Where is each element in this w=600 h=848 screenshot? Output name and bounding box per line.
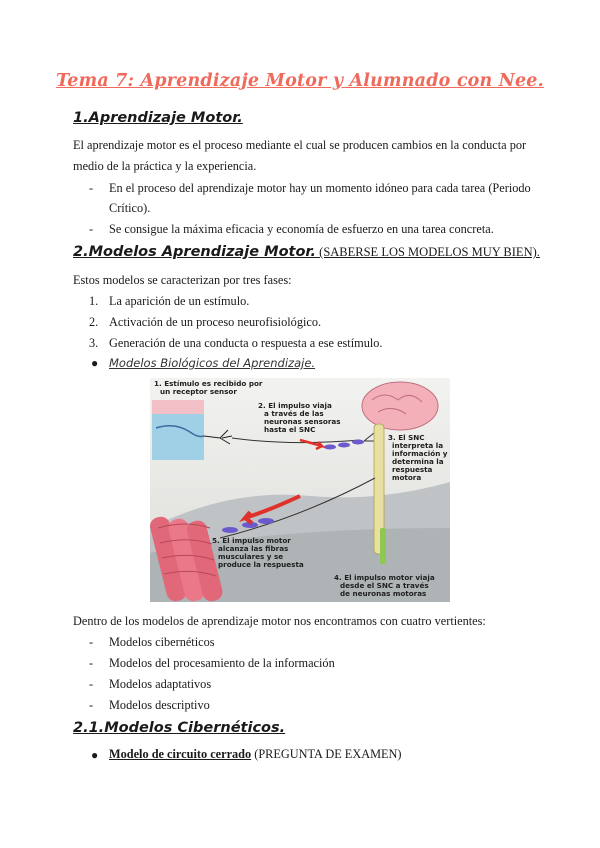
- list-item-text: Modelos cibernéticos: [109, 635, 215, 649]
- figure-label-5b: alcanza las fibras: [218, 544, 289, 553]
- list-number: 1.: [89, 294, 99, 308]
- list-number: 2.: [89, 315, 99, 329]
- section-2-intro: Estos modelos se caracterizan por tres fases:: [73, 273, 292, 287]
- list-item-text: La aparición de un estímulo.: [109, 294, 250, 308]
- section-2-heading: [73, 244, 540, 260]
- figure-label-3e: respuesta: [392, 465, 433, 474]
- section-2-heading-note: (SABERSE LOS MODELOS MUY BIEN).: [316, 245, 540, 259]
- figure-label-5d: produce la respuesta: [218, 560, 304, 569]
- dash-marker: -: [89, 677, 94, 691]
- exam-question-note: (PREGUNTA DE EXAMEN): [251, 747, 402, 761]
- figure-label-3d: determina la: [392, 457, 444, 466]
- list-item-text: Modelos descriptivo: [109, 698, 210, 712]
- brain: [362, 382, 438, 430]
- figure-label-1a: 1. Estímulo es recibido por: [154, 379, 263, 388]
- section-2-heading-text: 2.Modelos Aprendizaje Motor.: [73, 244, 317, 260]
- closed-loop-model-item: [109, 747, 402, 762]
- dash-marker: -: [89, 656, 94, 670]
- figure-label-2b: a través de las: [264, 409, 324, 418]
- dash-marker: -: [89, 222, 94, 236]
- section-1-paragraph-line-2: medio de la práctica y la experiencia.: [73, 159, 257, 173]
- figure-label-1b: un receptor sensor: [160, 387, 237, 396]
- bullet-dot-icon: ●: [91, 356, 99, 370]
- figure-label-5a: 5. El impulso motor: [212, 536, 291, 545]
- bullet-dot-icon: ●: [91, 748, 99, 762]
- after-figure-paragraph: Dentro de los modelos de aprendizaje motor nos encontramos con cuatro vertientes:: [73, 614, 486, 628]
- dash-marker: -: [89, 698, 94, 712]
- list-item-text: Crítico).: [109, 201, 151, 215]
- section-2-1-heading: 2.1.Modelos Cibernéticos.: [73, 720, 286, 736]
- nervous-system-diagram: [150, 378, 450, 602]
- figure-label-4c: de neuronas motoras: [340, 589, 427, 598]
- figure-label-3b: interpreta la: [392, 441, 444, 450]
- section-1-heading: 1.Aprendizaje Motor.: [73, 110, 243, 126]
- figure-label-2c: neuronas sensoras: [264, 417, 341, 426]
- list-number: 3.: [89, 336, 99, 350]
- list-item-text: Modelos del procesamiento de la información: [109, 656, 335, 670]
- list-item-text: Modelos adaptativos: [109, 677, 212, 691]
- list-item-text: En el proceso del aprendizaje motor hay un momento idóneo para cada tarea (Periodo: [109, 181, 531, 195]
- figure-label-2d: hasta el SNC: [264, 425, 316, 434]
- biological-models-link[interactable]: Modelos Biológicos del Aprendizaje.: [109, 356, 316, 370]
- section-1-paragraph-line-1: El aprendizaje motor es el proceso mediante el cual se producen cambios en la conducta por: [73, 138, 527, 152]
- dash-marker: -: [89, 181, 94, 195]
- list-item-text: Activación de un proceso neurofisiológico.: [109, 315, 322, 329]
- document-title: Tema 7: Aprendizaje Motor y Alumnado con Nee.: [56, 71, 544, 91]
- dash-marker: -: [89, 635, 94, 649]
- figure-label-4a: 4. El impulso motor viaja: [334, 573, 435, 582]
- list-item-text: Se consigue la máxima eficacia y economía de esfuerzo en una tarea concreta.: [109, 222, 494, 236]
- closed-loop-model-label: Modelo de circuito cerrado: [109, 747, 252, 761]
- motor-neuron-segment: [380, 528, 386, 564]
- figure-label-2a: 2. El impulso viaja: [258, 401, 332, 410]
- figure-label-4b: desde el SNC a través: [340, 581, 429, 590]
- figure-label-5c: musculares y se: [218, 552, 284, 561]
- figure-label-3c: información y: [392, 449, 448, 458]
- skin-layer: [152, 400, 204, 414]
- list-item-text: Generación de una conducta o respuesta a ese estímulo.: [109, 336, 383, 350]
- figure-label-3a: 3. El SNC: [388, 433, 425, 442]
- figure-label-3f: motora: [392, 473, 422, 482]
